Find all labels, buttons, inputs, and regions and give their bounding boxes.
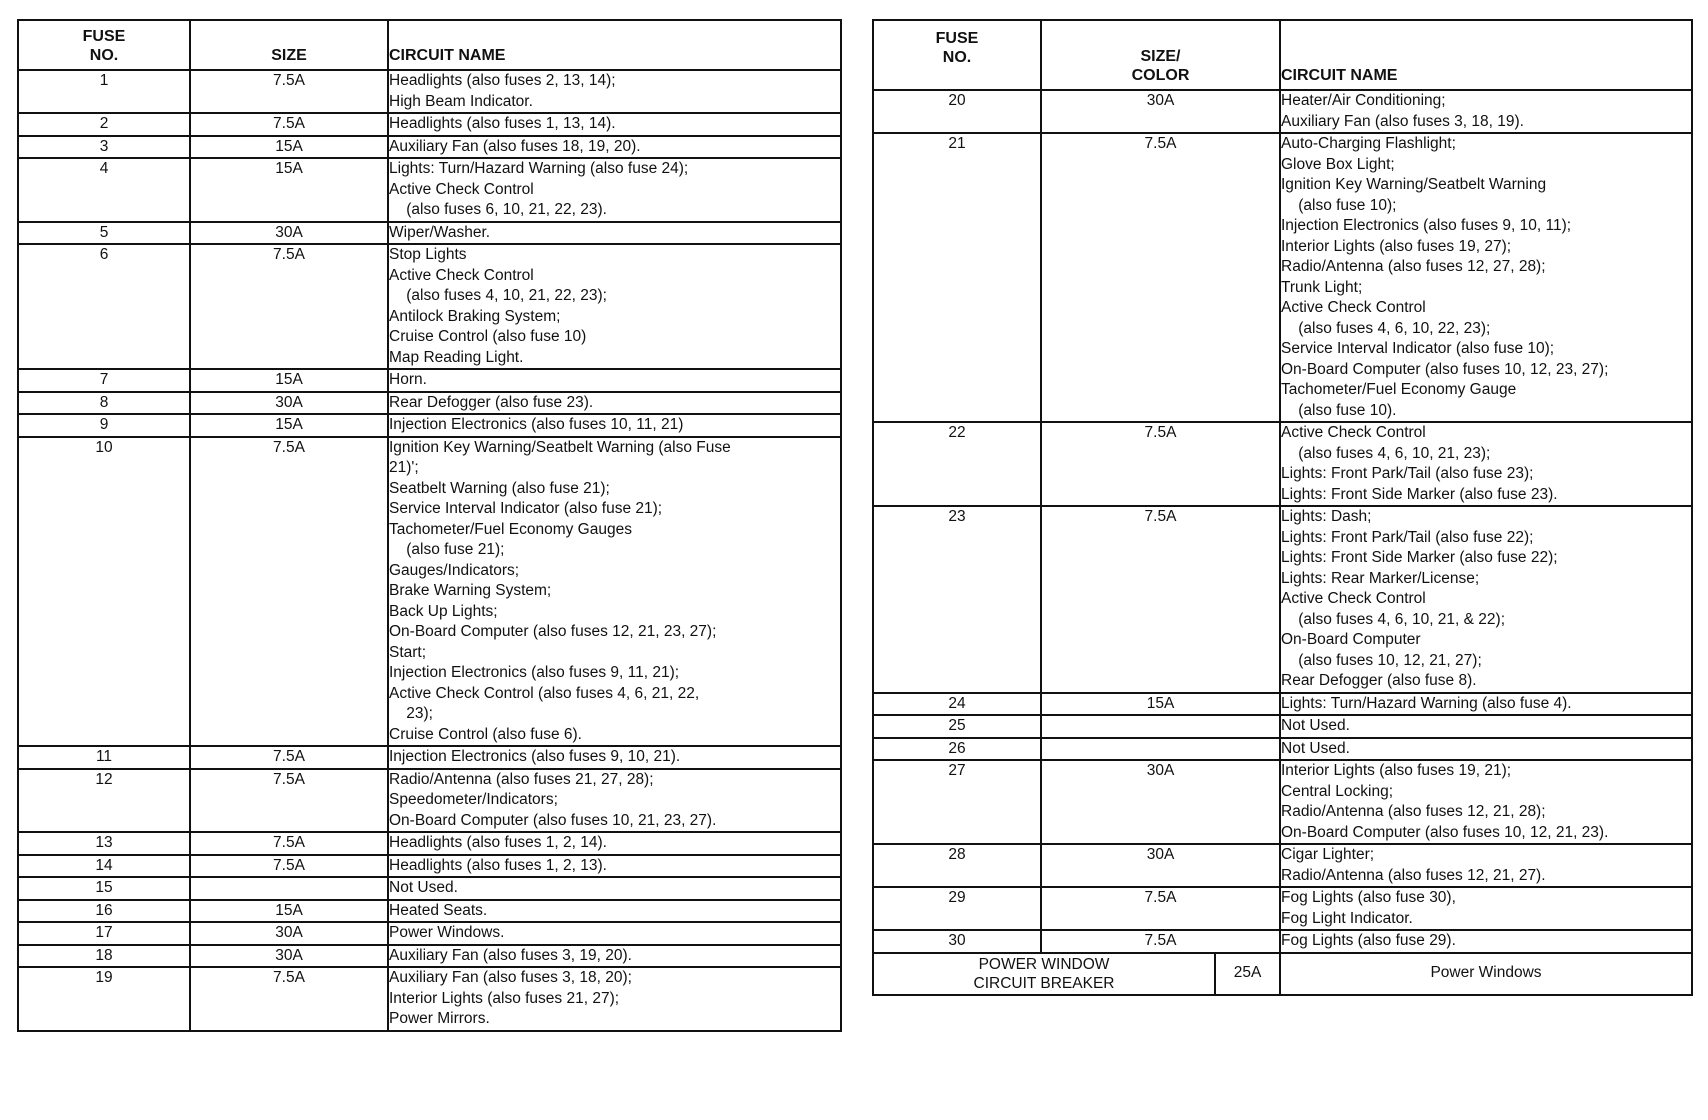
fuse-row	[873, 844, 1692, 887]
fuse-number: 2	[18, 113, 190, 136]
fuse-row	[18, 967, 841, 1031]
circuit-name: Heated Seats.	[388, 900, 841, 923]
circuit-name: Lights: Dash; Lights: Front Park/Tail (also fuse 22); Lights: Front Side Marker (also fuse 22); Lights: Rear Marker/License; Active Check Control (also fuses 4, 6, 10, 21, & 22); On-Board Computer (also fuses 10, 12, 21, 27); Rear Defogger (also fuse 8).	[1280, 506, 1692, 693]
fuse-row	[18, 414, 841, 437]
fuse-size: 7.5A	[1041, 133, 1280, 422]
circuit-name: Interior Lights (also fuses 19, 21); Central Locking; Radio/Antenna (also fuses 12, 21, 28); On-Board Computer (also fuses 10, 12, 21, 23).	[1280, 760, 1692, 844]
fuse-number: 1	[18, 70, 190, 113]
fuse-size: 30A	[190, 922, 388, 945]
fuse-size: 30A	[1041, 844, 1280, 887]
fuse-number: 6	[18, 244, 190, 369]
fuse-number: 10	[18, 437, 190, 747]
fuse-size: 7.5A	[190, 855, 388, 878]
fuse-row	[873, 90, 1692, 133]
fuse-number: 16	[18, 900, 190, 923]
circuit-name-header: CIRCUIT NAME	[388, 20, 841, 70]
fuse-row	[18, 877, 841, 900]
fuse-number: 19	[18, 967, 190, 1031]
fuse-size: 7.5A	[190, 437, 388, 747]
fuse-no-header: FUSE NO.	[873, 20, 1041, 90]
fuse-size: 7.5A	[190, 769, 388, 833]
fuse-number: 28	[873, 844, 1041, 887]
fuse-number: 21	[873, 133, 1041, 422]
fuse-number: 23	[873, 506, 1041, 693]
fuse-row	[873, 738, 1692, 761]
circuit-name: Lights: Turn/Hazard Warning (also fuse 24); Active Check Control (also fuses 6, 10, 21, 22, 23).	[388, 158, 841, 222]
fuse-size: 7.5A	[190, 113, 388, 136]
fuse-row	[18, 222, 841, 245]
fuse-size: 7.5A	[190, 70, 388, 113]
circuit-name: Auto-Charging Flashlight; Glove Box Light; Ignition Key Warning/Seatbelt Warning (also fuse 10); Injection Electronics (also fuses 9, 10, 11); Interior Lights (also fuses 19, 27); Radio/Antenna (also fuses 12, 27, 28); Trunk Light; Active Check Control (also fuses 4, 6, 10, 22, 23); Service Interval Indicator (also fuse 10); On-Board Computer (also fuses 10, 12, 23, 27); Tachometer/Fuel Economy Gauge (also fuse 10).	[1280, 133, 1692, 422]
circuit-name: Auxiliary Fan (also fuses 3, 18, 20); Interior Lights (also fuses 21, 27); Power Mirrors.	[388, 967, 841, 1031]
fuse-size: 7.5A	[1041, 422, 1280, 506]
fuse-number: 13	[18, 832, 190, 855]
circuit-name: Ignition Key Warning/Seatbelt Warning (also Fuse 21)'; Seatbelt Warning (also fuse 21); Service Interval Indicator (also fuse 21); Tachometer/Fuel Economy Gauges (also fuse 21); Gauges/Indicators; Brake Warning System; Back Up Lights; On-Board Computer (also fuses 12, 21, 23, 27); Start; Injection Electronics (also fuses 9, 11, 21); Active Check Control (also fuses 4, 6, 21, 22, 23); Cruise Control (also fuse 6).	[388, 437, 841, 747]
circuit-name: Cigar Lighter; Radio/Antenna (also fuses 12, 21, 27).	[1280, 844, 1692, 887]
fuse-row	[18, 769, 841, 833]
fuse-number: 9	[18, 414, 190, 437]
fuse-row	[18, 746, 841, 769]
circuit-name: Auxiliary Fan (also fuses 18, 19, 20).	[388, 136, 841, 159]
fuse-size: 30A	[190, 222, 388, 245]
fuse-row	[18, 369, 841, 392]
fuse-size: 15A	[1041, 693, 1280, 716]
breaker-label: POWER WINDOW CIRCUIT BREAKER	[873, 953, 1215, 995]
fuse-row	[18, 244, 841, 369]
fuse-number: 14	[18, 855, 190, 878]
circuit-name: Radio/Antenna (also fuses 21, 27, 28); Speedometer/Indicators; On-Board Computer (also fuses 10, 21, 23, 27).	[388, 769, 841, 833]
fuse-number: 7	[18, 369, 190, 392]
fuse-size: 7.5A	[190, 746, 388, 769]
fuse-row	[873, 887, 1692, 930]
fuse-row	[873, 693, 1692, 716]
fuse-number: 26	[873, 738, 1041, 761]
fuse-size: 30A	[190, 392, 388, 415]
circuit-name: Fog Lights (also fuse 29).	[1280, 930, 1692, 953]
fuse-row	[18, 437, 841, 747]
circuit-name: Injection Electronics (also fuses 9, 10, 21).	[388, 746, 841, 769]
fuse-row	[18, 136, 841, 159]
fuse-number: 3	[18, 136, 190, 159]
fuse-number: 24	[873, 693, 1041, 716]
fuse-number: 12	[18, 769, 190, 833]
fuse-row	[873, 760, 1692, 844]
fuse-size: 15A	[190, 136, 388, 159]
fuse-table-left	[17, 19, 842, 1032]
fuse-row	[18, 945, 841, 968]
fuse-row	[18, 832, 841, 855]
circuit-name: Active Check Control (also fuses 4, 6, 10, 21, 23); Lights: Front Park/Tail (also fuse 23); Lights: Front Side Marker (also fuse 23).	[1280, 422, 1692, 506]
circuit-name-header: CIRCUIT NAME	[1280, 20, 1692, 90]
fuse-number: 30	[873, 930, 1041, 953]
circuit-name: Not Used.	[1280, 715, 1692, 738]
fuse-row	[873, 930, 1692, 953]
circuit-name: Headlights (also fuses 1, 2, 13).	[388, 855, 841, 878]
circuit-name: Rear Defogger (also fuse 23).	[388, 392, 841, 415]
fuse-row	[18, 158, 841, 222]
fuse-size: 30A	[1041, 90, 1280, 133]
fuse-number: 17	[18, 922, 190, 945]
fuse-number: 27	[873, 760, 1041, 844]
fuse-row	[18, 900, 841, 923]
fuse-number: 5	[18, 222, 190, 245]
fuse-row	[18, 922, 841, 945]
fuse-row	[873, 422, 1692, 506]
circuit-name: Lights: Turn/Hazard Warning (also fuse 4).	[1280, 693, 1692, 716]
fuse-no-header: FUSE NO.	[18, 20, 190, 70]
fuse-size: 7.5A	[190, 244, 388, 369]
size-header: SIZE	[190, 20, 388, 70]
fuse-row	[873, 506, 1692, 693]
fuse-size: 30A	[1041, 760, 1280, 844]
fuse-number: 20	[873, 90, 1041, 133]
circuit-name: Stop Lights Active Check Control (also fuses 4, 10, 21, 22, 23); Antilock Braking System; Cruise Control (also fuse 10) Map Reading Light.	[388, 244, 841, 369]
header-row	[18, 20, 841, 70]
circuit-name: Fog Lights (also fuse 30), Fog Light Indicator.	[1280, 887, 1692, 930]
fuse-number: 4	[18, 158, 190, 222]
fuse-number: 11	[18, 746, 190, 769]
fuse-size: 7.5A	[190, 832, 388, 855]
fuse-size: 7.5A	[1041, 930, 1280, 953]
circuit-name: Power Windows.	[388, 922, 841, 945]
fuse-size: 7.5A	[190, 967, 388, 1031]
breaker-circuit: Power Windows	[1280, 953, 1692, 995]
circuit-name: Not Used.	[1280, 738, 1692, 761]
circuit-name: Auxiliary Fan (also fuses 3, 19, 20).	[388, 945, 841, 968]
circuit-name: Not Used.	[388, 877, 841, 900]
fuse-row	[18, 113, 841, 136]
circuit-name: Wiper/Washer.	[388, 222, 841, 245]
fuse-row	[18, 392, 841, 415]
fuse-row	[18, 855, 841, 878]
fuse-row	[18, 70, 841, 113]
size-color-header: SIZE/ COLOR	[1041, 20, 1280, 90]
fuse-row	[873, 715, 1692, 738]
fuse-number: 22	[873, 422, 1041, 506]
fuse-number: 29	[873, 887, 1041, 930]
fuse-number: 15	[18, 877, 190, 900]
fuse-size: 7.5A	[1041, 506, 1280, 693]
circuit-name: Horn.	[388, 369, 841, 392]
fuse-size: 7.5A	[1041, 887, 1280, 930]
fuse-size: 15A	[190, 900, 388, 923]
fuse-number: 18	[18, 945, 190, 968]
circuit-name: Headlights (also fuses 1, 2, 14).	[388, 832, 841, 855]
fuse-size	[1041, 738, 1280, 761]
fuse-number: 25	[873, 715, 1041, 738]
fuse-size	[1041, 715, 1280, 738]
fuse-number: 8	[18, 392, 190, 415]
circuit-name: Headlights (also fuses 2, 13, 14); High Beam Indicator.	[388, 70, 841, 113]
fuse-row	[873, 133, 1692, 422]
fuse-size: 15A	[190, 158, 388, 222]
fuse-size	[190, 877, 388, 900]
fuse-size: 15A	[190, 369, 388, 392]
breaker-row	[873, 953, 1692, 995]
fuse-table-right	[872, 19, 1693, 996]
fuse-size: 15A	[190, 414, 388, 437]
circuit-name: Headlights (also fuses 1, 13, 14).	[388, 113, 841, 136]
circuit-name: Heater/Air Conditioning; Auxiliary Fan (also fuses 3, 18, 19).	[1280, 90, 1692, 133]
fuse-size: 30A	[190, 945, 388, 968]
circuit-name: Injection Electronics (also fuses 10, 11, 21)	[388, 414, 841, 437]
header-row	[873, 20, 1692, 90]
breaker-size: 25A	[1215, 953, 1280, 995]
